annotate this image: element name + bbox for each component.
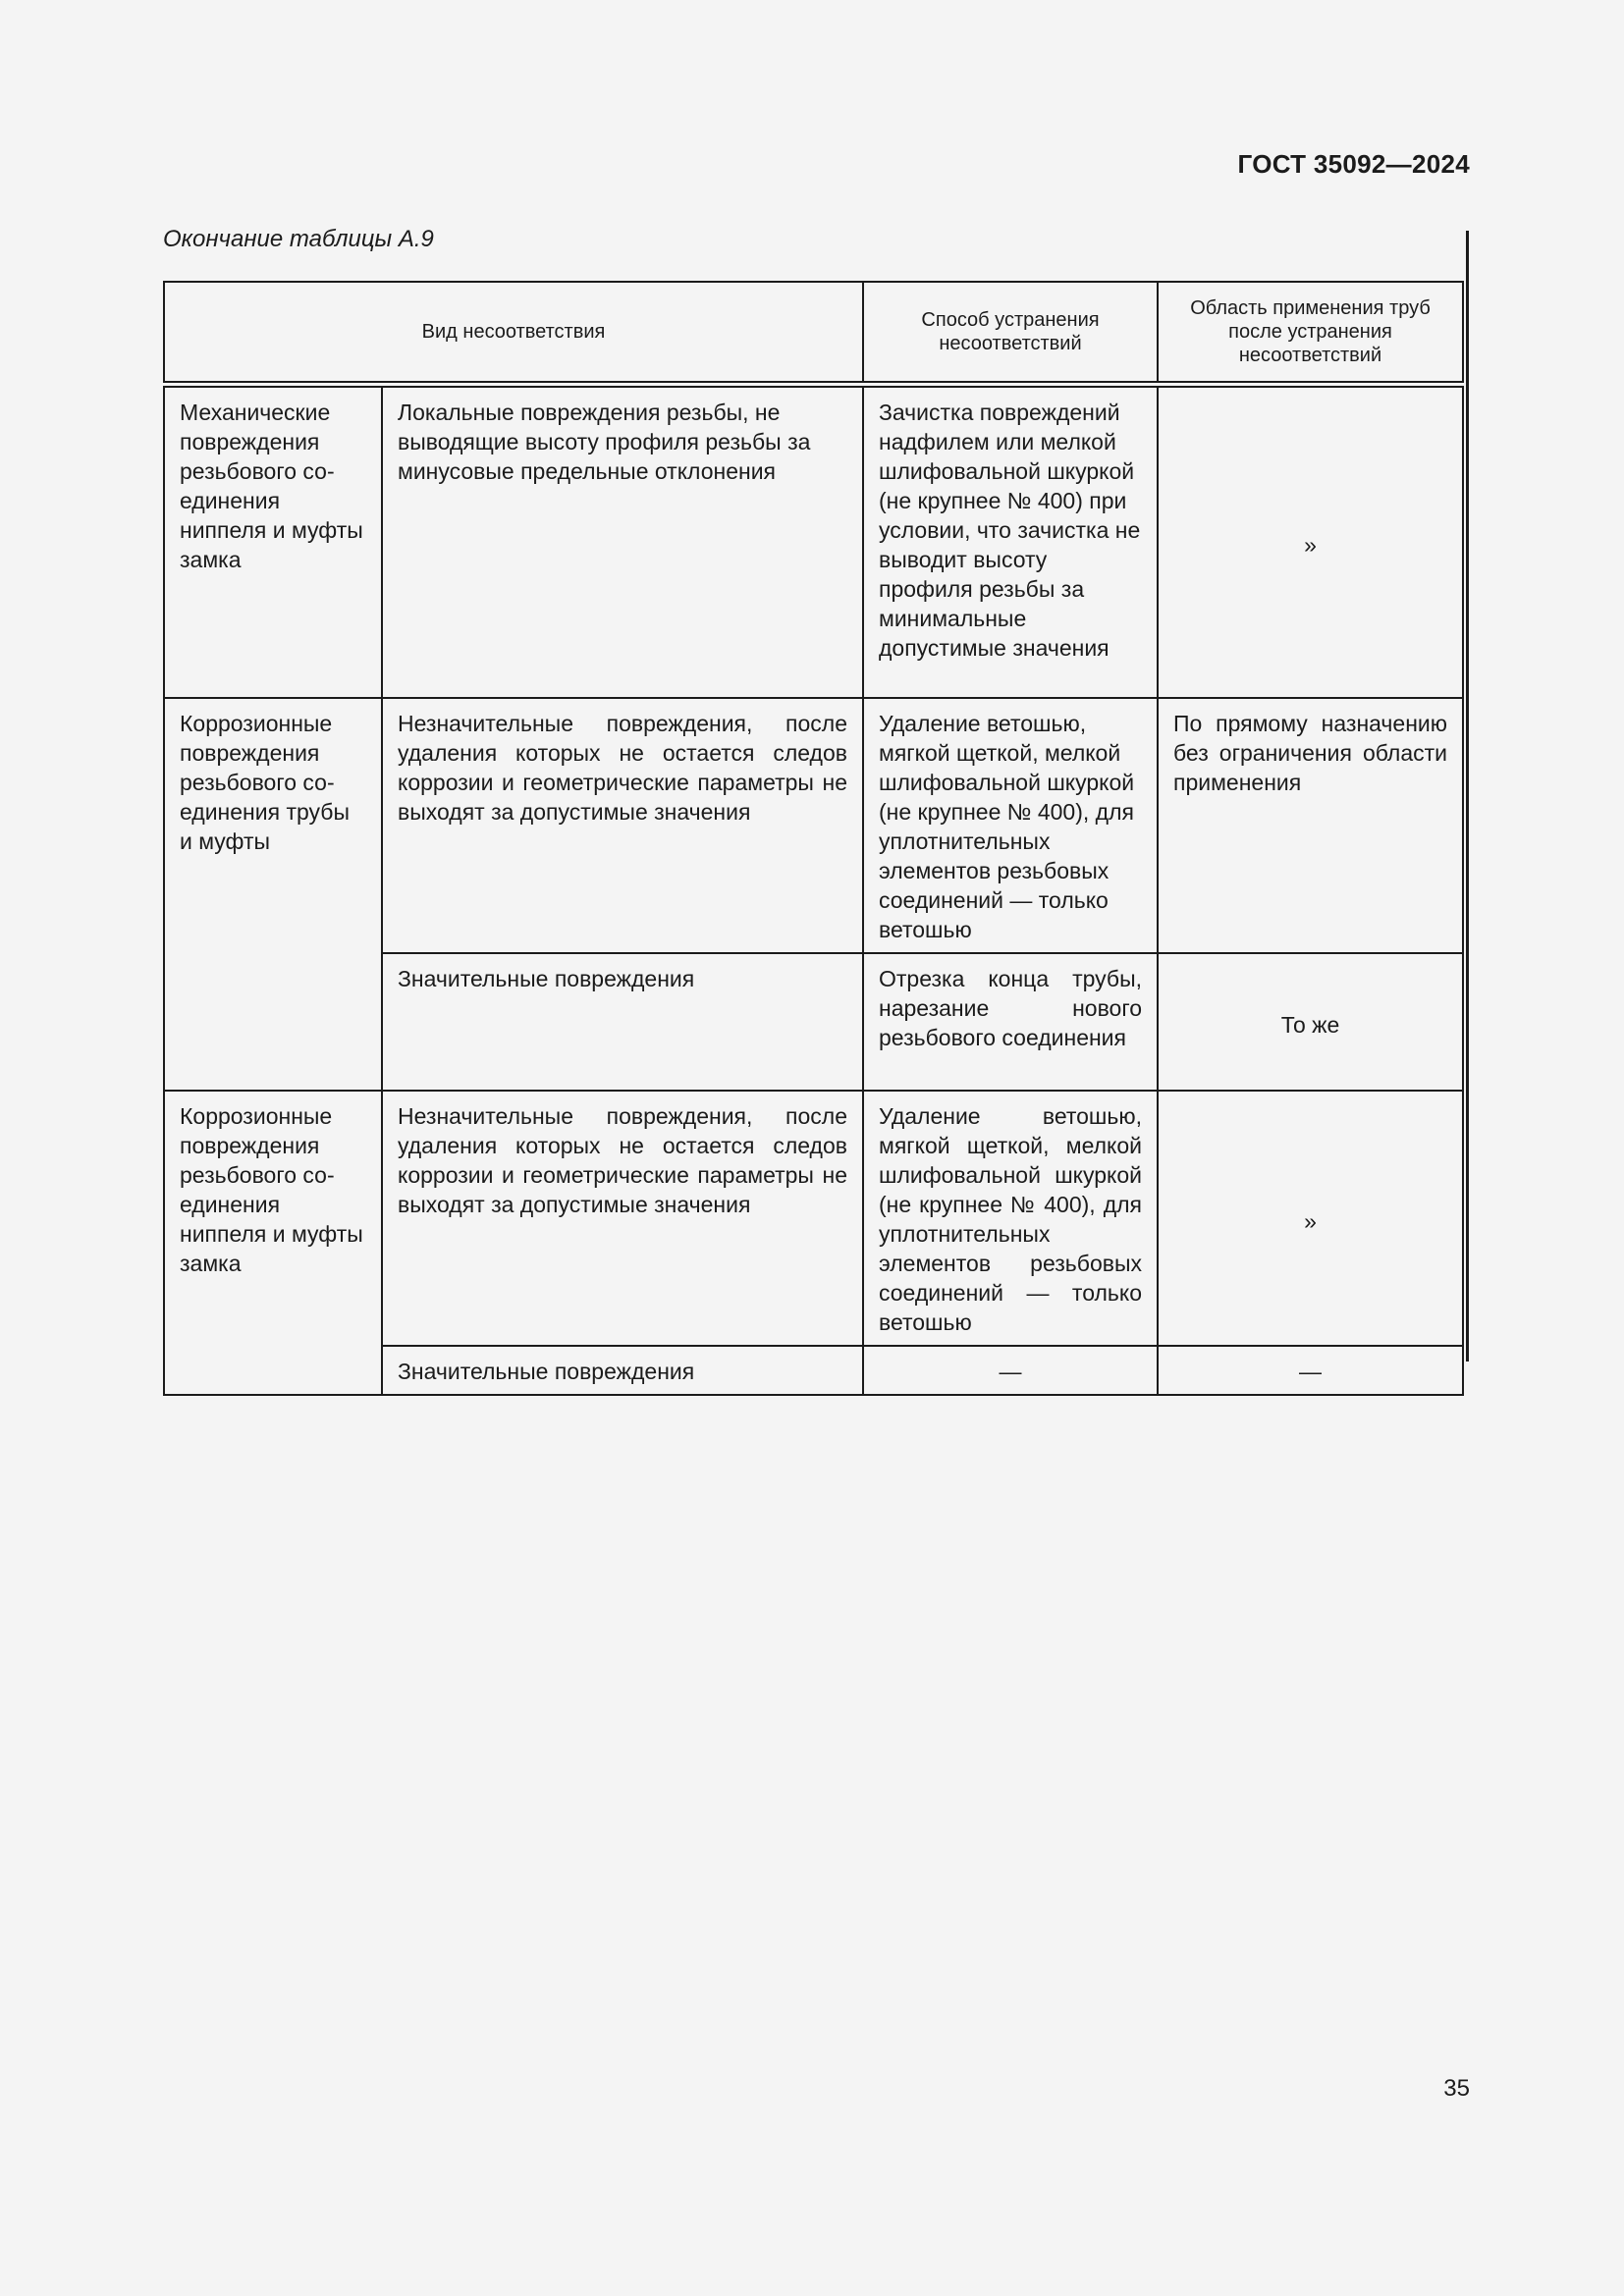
- table-row: [164, 385, 1463, 698]
- method-cell: Зачистка повреждений надфилем или мелкой шлифовальной шкуркой (не крупнее № 400) при условии, что зачистка не выводит высоту профиля резьбы за минимальные допустимые значения: [863, 385, 1158, 698]
- column-header-remedy-method: Способ устранения несоответствий: [863, 282, 1158, 385]
- category-cell: Коррозионные повреждения резьбового со-единения ниппеля и муфты замка: [164, 1091, 382, 1395]
- application-cell: »: [1158, 1091, 1463, 1346]
- application-cell: То же: [1158, 953, 1463, 1091]
- document-code: ГОСТ 35092—2024: [1237, 149, 1470, 179]
- defect-cell: Локальные повреждения резьбы, не выводящие высоту профиля резьбы за минусовые предельные отклонения: [382, 385, 863, 698]
- column-header-application: Область применения труб после устранения несоответствий: [1158, 282, 1463, 385]
- method-cell: Удаление ветошью, мягкой щеткой, мелкой шлифовальной шкуркой (не крупнее № 400), для уплотнительных элементов резьбовых соединений — только ветошью: [863, 698, 1158, 953]
- category-cell: Механические повреждения резьбового со-единения ниппеля и муфты замка: [164, 385, 382, 698]
- column-header-defect-type: Вид несоответствия: [164, 282, 863, 385]
- application-cell: »: [1158, 385, 1463, 698]
- table-caption: Окончание таблицы А.9: [163, 226, 434, 252]
- page-number: 35: [1443, 2075, 1470, 2102]
- change-bar: [1466, 231, 1469, 1362]
- defect-cell: Значительные повреждения: [382, 953, 863, 1091]
- defect-cell: Значительные повреждения: [382, 1346, 863, 1395]
- method-cell: Отрезка конца трубы, нарезание нового резьбового соединения: [863, 953, 1158, 1091]
- defect-cell: Незначительные повреждения, после удаления которых не остается следов коррозии и геометрические параметры не выходят за допустимые значения: [382, 698, 863, 953]
- application-cell: По прямому назначению без ограничения области применения: [1158, 698, 1463, 953]
- category-cell: Коррозионные повреждения резьбового со-единения трубы и муфты: [164, 698, 382, 1091]
- application-cell: —: [1158, 1346, 1463, 1395]
- method-cell: Удаление ветошью, мягкой щеткой, мелкой шлифовальной шкуркой (не крупнее № 400), для уплотнительных элементов резьбовых соединений — только ветошью: [863, 1091, 1158, 1346]
- method-cell: —: [863, 1346, 1158, 1395]
- nonconformity-table: [163, 281, 1464, 1396]
- table-header-row: [164, 282, 1463, 385]
- table-row: [164, 1091, 1463, 1346]
- defect-cell: Незначительные повреждения, после удаления которых не остается следов коррозии и геометрические параметры не выходят за допустимые значения: [382, 1091, 863, 1346]
- table-row: [164, 698, 1463, 953]
